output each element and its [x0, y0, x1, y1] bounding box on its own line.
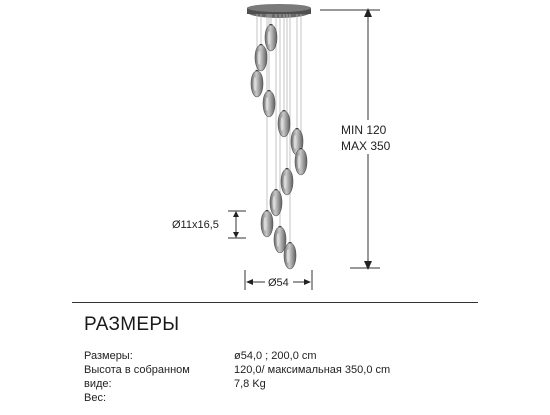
spec-value-height: 120,0/ максимальная 350,0 cm	[234, 364, 391, 376]
spec-value-weight: 7,8 Kg	[234, 378, 266, 390]
spec-value-dimensions: ø54,0 ; 200,0 cm	[234, 350, 317, 362]
glass-shade	[265, 24, 277, 51]
glass-shades	[251, 24, 307, 269]
glass-shade	[251, 70, 263, 97]
spec-label-height-line2: виде:	[84, 378, 112, 390]
shade-size-label: Ø11x16,5	[172, 219, 219, 231]
glass-shade	[284, 242, 296, 269]
glass-shade	[295, 148, 307, 175]
height-min-label: MIN 120	[341, 123, 387, 137]
glass-shade	[255, 44, 267, 71]
spec-label-height-line1: Высота в собранном	[84, 364, 190, 376]
shade-size-dimension	[172, 211, 246, 238]
canopy-width-dimension	[245, 270, 312, 290]
glass-shade	[274, 226, 286, 253]
spec-label-weight: Вес:	[84, 392, 107, 404]
glass-shade	[270, 189, 282, 216]
spec-label-dimensions: Размеры:	[84, 350, 133, 362]
section-title: РАЗМЕРЫ	[84, 314, 180, 335]
glass-shade	[261, 210, 273, 237]
height-max-label: MAX 350	[341, 139, 391, 153]
canopy-width-label: Ø54	[268, 277, 289, 289]
glass-shade	[281, 168, 293, 195]
section-divider	[72, 302, 478, 303]
glass-shade	[263, 90, 275, 117]
glass-shade	[278, 110, 290, 137]
height-dimension	[320, 8, 398, 270]
